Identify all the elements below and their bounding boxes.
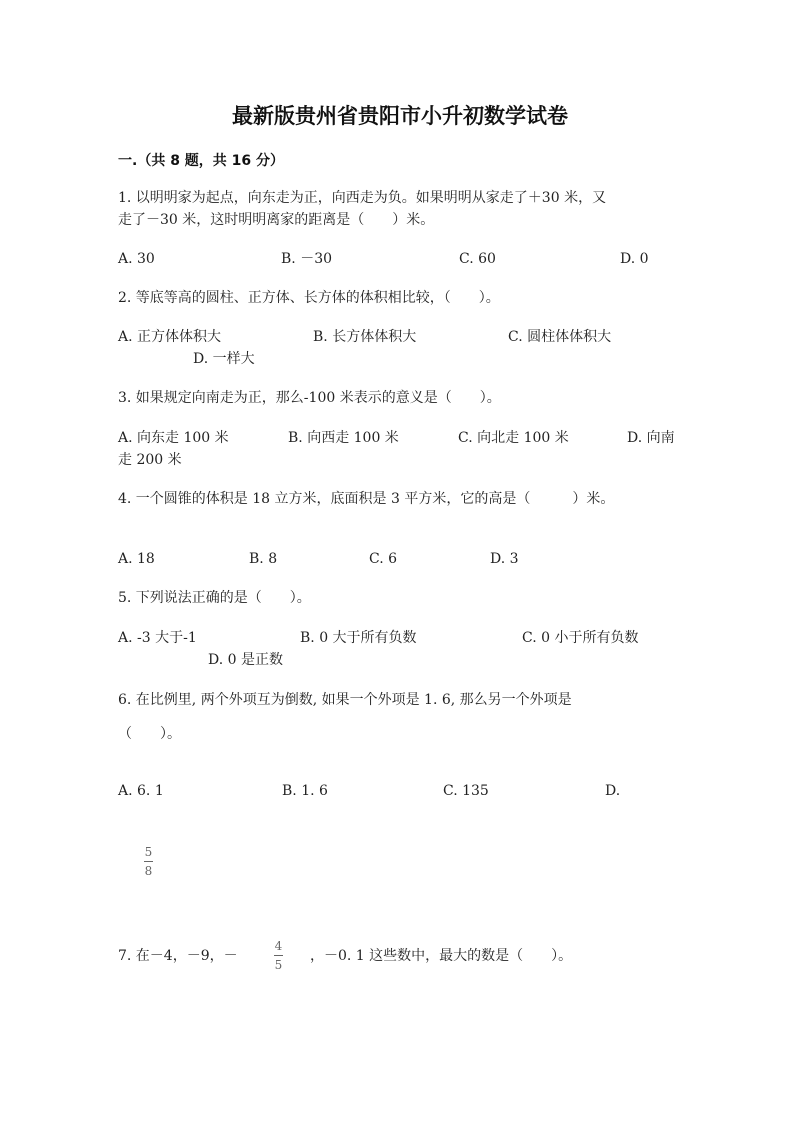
page-title: 最新版贵州省贵阳市小升初数学试卷	[232, 104, 568, 128]
question-6-option-d-fraction	[144, 846, 153, 878]
question-6-option-d[interactable]: D.	[605, 783, 621, 799]
question-6-line-2: （ ）。	[118, 726, 181, 742]
question-7-fraction	[274, 940, 283, 972]
question-1-line-1: 1. 以明明家为起点，向东走为正，向西走为负。如果明明从家走了＋30 米，又	[118, 190, 607, 206]
question-5-option-d[interactable]: D. 0 是正数	[208, 652, 283, 668]
fraction-numerator: 5	[144, 845, 153, 859]
question-5-option-c[interactable]: C. 0 小于所有负数	[522, 630, 639, 646]
question-6-line-1: 6. 在比例里, 两个外项互为倒数, 如果一个外项是 1. 6, 那么另一个外项是	[118, 692, 572, 708]
question-2-option-c[interactable]: C. 圆柱体体积大	[508, 329, 612, 345]
question-3-option-a[interactable]: A. 向东走 100 米	[118, 430, 229, 446]
question-2-option-a[interactable]: A. 正方体体积大	[118, 329, 222, 345]
question-2-option-d[interactable]: D. 一样大	[193, 351, 255, 367]
fraction-bar	[274, 955, 283, 956]
question-1-option-b[interactable]: B. －30	[281, 251, 333, 267]
question-3-line-1: 3. 如果规定向南走为正，那么-100 米表示的意义是（ ）。	[118, 390, 501, 406]
fraction-denominator: 8	[144, 864, 153, 878]
question-7-text-before: 7. 在－4，－9，－	[118, 948, 238, 964]
question-6-option-c[interactable]: C. 135	[443, 783, 489, 799]
question-3-option-d[interactable]: D. 向南	[627, 430, 675, 446]
fraction-denominator: 5	[274, 958, 283, 972]
question-5-line-1: 5. 下列说法正确的是（ ）。	[118, 590, 311, 606]
question-4-option-b[interactable]: B. 8	[249, 551, 278, 567]
question-4-option-a[interactable]: A. 18	[118, 551, 155, 567]
section-heading: 一.（共 8 题，共 16 分）	[118, 153, 285, 169]
question-1-option-a[interactable]: A. 30	[118, 251, 155, 267]
question-3-option-c[interactable]: C. 向北走 100 米	[458, 430, 569, 446]
question-5-option-b[interactable]: B. 0 大于所有负数	[300, 630, 417, 646]
question-2-option-b[interactable]: B. 长方体体积大	[313, 329, 417, 345]
question-3-option-d-wrap: 走 200 米	[118, 452, 182, 468]
question-4-option-d[interactable]: D. 3	[490, 551, 519, 567]
question-7-text-after: ，－0. 1 这些数中，最大的数是（ ）。	[310, 948, 573, 964]
question-2-line-1: 2. 等底等高的圆柱、正方体、长方体的体积相比较，（ ）。	[118, 290, 500, 306]
question-6-option-b[interactable]: B. 1. 6	[282, 783, 328, 799]
question-5-option-a[interactable]: A. -3 大于-1	[118, 630, 197, 646]
question-1-option-c[interactable]: C. 60	[459, 251, 496, 267]
question-3-option-b[interactable]: B. 向西走 100 米	[288, 430, 399, 446]
fraction-bar	[144, 861, 153, 862]
question-4-option-c[interactable]: C. 6	[369, 551, 398, 567]
fraction-numerator: 4	[274, 939, 283, 953]
question-4-line-1: 4. 一个圆锥的体积是 18 立方米，底面积是 3 平方米，它的高是（ ）米。	[118, 491, 615, 507]
question-1-option-d[interactable]: D. 0	[620, 251, 649, 267]
question-1-line-2: 走了－30 米，这时明明离家的距离是（ ）米。	[118, 212, 435, 228]
question-6-option-a[interactable]: A. 6. 1	[118, 783, 164, 799]
